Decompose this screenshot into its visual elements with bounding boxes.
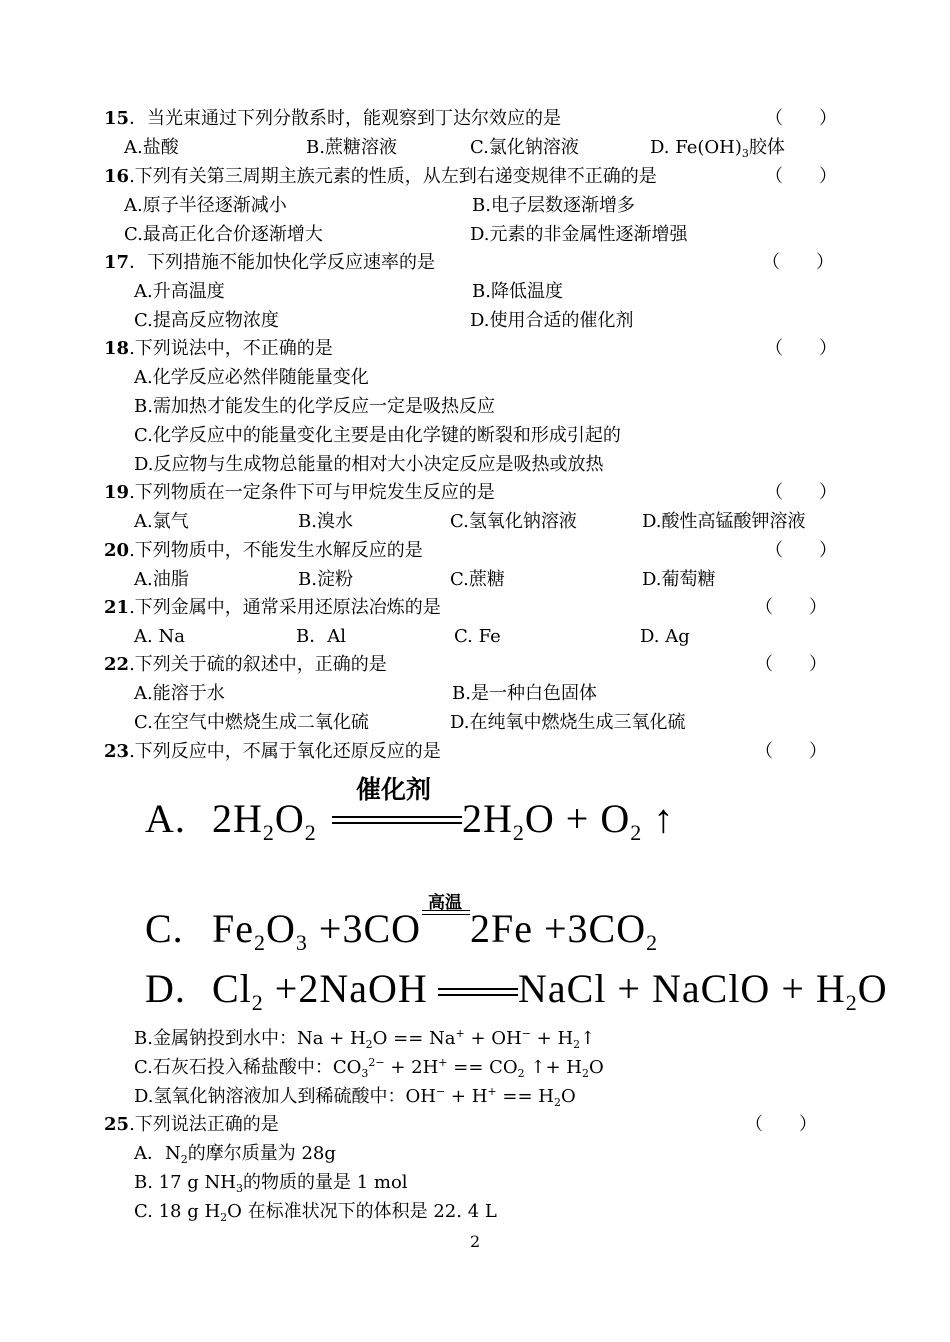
question-number: 22 bbox=[104, 654, 130, 675]
option-d: D.元素的非金属性逐渐增强 bbox=[470, 224, 688, 245]
option-a: A. Na bbox=[134, 626, 185, 647]
option-d: D. $Fe(OH)_3$胶体 bbox=[650, 137, 785, 160]
equals-line bbox=[438, 988, 518, 990]
answer-blank: （ ） bbox=[762, 252, 834, 273]
question-25-stem bbox=[104, 1114, 279, 1136]
question-number: 19 bbox=[104, 482, 130, 503]
question-15-stem bbox=[104, 108, 561, 130]
option-b: B. 17 g $NH_3$的物质的量是 1 mol bbox=[134, 1172, 408, 1195]
question-number: 18 bbox=[104, 338, 130, 359]
option-c: C.提高反应物浓度 bbox=[134, 310, 279, 331]
option-c: C.最高正化合价逐渐增大 bbox=[124, 224, 323, 245]
option-a: A.升高温度 bbox=[134, 281, 225, 302]
question-text: .下列金属中，通常采用还原法冶炼的是 bbox=[129, 597, 441, 618]
option-b: B.溴水 bbox=[298, 511, 353, 532]
option-b: B.降低温度 bbox=[472, 281, 563, 302]
question-text: .下列反应中，不属于氧化还原反应的是 bbox=[129, 741, 441, 762]
question-number: 20 bbox=[104, 540, 130, 561]
equals-line bbox=[332, 816, 462, 818]
option-c: C. Fe bbox=[454, 626, 501, 647]
option-b: B.需加热才能发生的化学反应一定是吸热反应 bbox=[134, 396, 495, 417]
equation-a-product: $2H_2O + O_2$ ↑ bbox=[462, 796, 675, 845]
option-d: D. Ag bbox=[640, 626, 690, 647]
answer-blank: （ ） bbox=[765, 338, 837, 359]
equation-c-products: $2Fe +3CO_2$ bbox=[470, 906, 659, 955]
option-a: A.油脂 bbox=[134, 569, 189, 590]
question-19-stem bbox=[104, 482, 495, 504]
question-number: 15 bbox=[104, 108, 130, 129]
option-d: D.在纯氧中燃烧生成三氧化硫 bbox=[450, 712, 686, 733]
option-a: A.化学反应必然伴随能量变化 bbox=[134, 367, 369, 388]
option-b: B．Al bbox=[296, 626, 346, 647]
option-c: C.在空气中燃烧生成二氧化硫 bbox=[134, 712, 369, 733]
equation-d-products: NaCl + NaClO + $H_2O$ bbox=[518, 966, 888, 1015]
question-16-stem bbox=[104, 166, 657, 188]
option-c: C.氢氧化钠溶液 bbox=[450, 511, 577, 532]
question-number: 25 bbox=[104, 1114, 130, 1135]
question-number: 21 bbox=[104, 597, 130, 618]
equals-line bbox=[422, 914, 470, 915]
question-text: .下列说法中，不正确的是 bbox=[129, 338, 333, 359]
question-22-stem bbox=[104, 654, 387, 676]
question-text: ．当光束通过下列分散系时，能观察到丁达尔效应的是 bbox=[129, 108, 562, 129]
answer-blank: （ ） bbox=[765, 482, 837, 503]
answer-blank: （ ） bbox=[765, 540, 837, 561]
option-a: A.能溶于水 bbox=[134, 683, 225, 704]
option-b: B.淀粉 bbox=[298, 569, 353, 590]
option-b: B.蔗糖溶液 bbox=[306, 137, 397, 158]
question-number: 23 bbox=[104, 741, 130, 762]
answer-blank: （ ） bbox=[755, 597, 827, 618]
option-a: A.氯气 bbox=[134, 511, 189, 532]
option-d: D.葡萄糖 bbox=[642, 569, 716, 590]
equation-d: D. bbox=[145, 966, 186, 1011]
option-d: D.使用合适的催化剂 bbox=[470, 310, 634, 331]
question-number: 17 bbox=[104, 252, 130, 273]
option-c: C.蔗糖 bbox=[450, 569, 505, 590]
question-23-stem bbox=[104, 741, 441, 763]
equation-c-reactants: $Fe_2O_3 +3CO$ bbox=[212, 906, 422, 955]
high-temperature-condition: 高温 bbox=[428, 893, 462, 913]
option-a: A.原子半径逐渐减小 bbox=[124, 195, 287, 216]
question-text: .下列物质在一定条件下可与甲烷发生反应的是 bbox=[129, 482, 495, 503]
ionic-option-c: C.石灰石投入稀盐酸中：$CO_3^{2-} + 2H^+ == CO_2$ ↑+ $H_2O$ bbox=[134, 1056, 604, 1080]
page-number: 2 bbox=[470, 1232, 481, 1251]
question-20-stem bbox=[104, 540, 423, 562]
equation-d-reactants: $Cl_2$ +2NaOH bbox=[212, 966, 428, 1015]
equation-c: C. bbox=[145, 906, 184, 951]
gas-arrow-icon: ↑ bbox=[653, 796, 675, 841]
option-d: D.反应物与生成物总能量的相对大小决定反应是吸热或放热 bbox=[134, 454, 604, 475]
option-b: B.是一种白色固体 bbox=[452, 683, 597, 704]
question-text: ．下列措施不能加快化学反应速率的是 bbox=[129, 252, 436, 273]
option-c: C. 18 g $H_2O$ 在标准状况下的体积是 22. 4 L bbox=[134, 1201, 497, 1224]
equals-line bbox=[422, 910, 470, 911]
option-a: A.盐酸 bbox=[124, 137, 179, 158]
question-17-stem bbox=[104, 252, 435, 274]
catalyst-condition: 催化剂 bbox=[356, 775, 432, 804]
answer-blank: （ ） bbox=[765, 108, 837, 129]
answer-blank: （ ） bbox=[755, 741, 827, 762]
question-text: .下列说法正确的是 bbox=[129, 1114, 279, 1135]
option-a: A．$N_2$的摩尔质量为 28g bbox=[134, 1143, 336, 1166]
ionic-option-d: D.氢氧化钠溶液加人到稀硫酸中：$OH^- + H^+ == H_2O$ bbox=[134, 1085, 576, 1109]
question-21-stem bbox=[104, 597, 441, 619]
ionic-option-b: B.金属钠投到水中：$Na + H_2O == Na^+ + OH^-$ + $H_2↑$ bbox=[134, 1027, 596, 1051]
equals-line bbox=[438, 994, 518, 996]
option-c: C.氯化钠溶液 bbox=[470, 137, 579, 158]
option-b: B.电子层数逐渐增多 bbox=[472, 195, 635, 216]
answer-blank: （ ） bbox=[765, 166, 837, 187]
answer-blank: （ ） bbox=[755, 654, 827, 675]
question-number: 16 bbox=[104, 166, 130, 187]
option-d: D.酸性高锰酸钾溶液 bbox=[642, 511, 806, 532]
option-c: C.化学反应中的能量变化主要是由化学键的断裂和形成引起的 bbox=[134, 425, 621, 446]
question-18-stem bbox=[104, 338, 333, 360]
answer-blank: （ ） bbox=[745, 1114, 817, 1135]
equation-a-reactant: $2H_2O_2$ bbox=[212, 796, 317, 845]
equation-a: A. bbox=[145, 796, 186, 841]
equals-line bbox=[332, 822, 462, 824]
question-text: .下列关于硫的叙述中，正确的是 bbox=[129, 654, 387, 675]
question-text: .下列有关第三周期主族元素的性质，从左到右递变规律不正确的是 bbox=[129, 166, 657, 187]
question-text: .下列物质中，不能发生水解反应的是 bbox=[129, 540, 423, 561]
